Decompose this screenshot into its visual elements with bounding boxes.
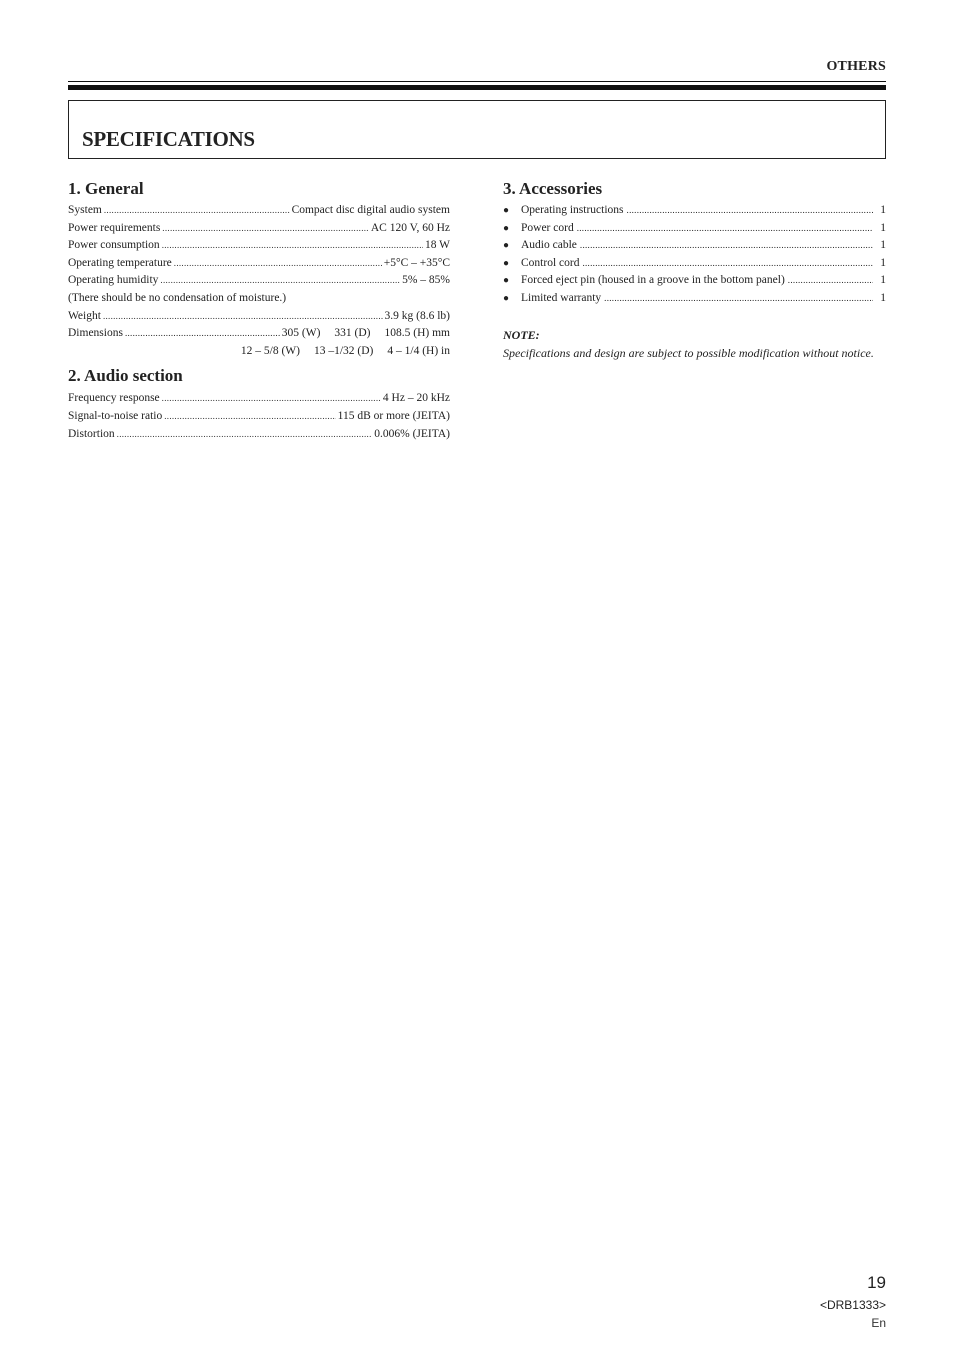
accessory-label: Control cord (521, 256, 580, 269)
leader-dots (164, 408, 335, 426)
audio-heading: 2. Audio section (68, 366, 183, 386)
spec-value: 18 W (424, 239, 450, 252)
spec-value: 115 dB or more (JEITA) (337, 409, 450, 422)
leader-dots (160, 272, 400, 290)
dimension-height-in: 4 – 1/4 (H) in (387, 344, 450, 357)
spec-value: 4 Hz – 20 kHz (382, 392, 450, 405)
spec-label: Weight (68, 309, 101, 322)
spec-value: Compact disc digital audio system (291, 204, 450, 216)
dimension-width: 305 (W) (281, 327, 321, 340)
accessory-item (503, 255, 886, 273)
spec-value: 0.006% (JEITA) (374, 427, 450, 440)
accessories-heading: 3. Accessories (503, 179, 603, 198)
leader-dots (582, 255, 873, 273)
page-title: SPECIFICATIONS (82, 127, 255, 151)
accessory-item (503, 202, 886, 220)
spec-label: Operating humidity (68, 274, 159, 287)
leader-dots (174, 255, 382, 273)
dimension-depth: 331 (D) (334, 327, 371, 340)
spec-label: Distortion (68, 427, 115, 440)
leader-dots (627, 202, 873, 220)
leader-dots (104, 202, 290, 220)
spec-label: Signal-to-noise ratio (68, 409, 163, 422)
accessory-qty: 1 (880, 256, 886, 269)
accessory-qty: 1 (880, 204, 886, 216)
leader-dots (162, 220, 369, 238)
language-code: En (871, 1316, 886, 1330)
spec-value: AC 120 V, 60 Hz (370, 221, 450, 234)
section-label: OTHERS (826, 59, 886, 74)
right-column (503, 178, 886, 362)
dimension-height: 108.5 (H) mm (384, 327, 450, 340)
accessory-label: Limited warranty (521, 291, 602, 304)
accessory-qty: 1 (880, 239, 886, 252)
spec-label: Power requirements (68, 221, 161, 234)
accessory-qty: 1 (880, 221, 886, 234)
accessory-item (503, 220, 886, 238)
spec-row-distortion (68, 426, 450, 444)
accessory-label: Audio cable (521, 239, 577, 252)
page-number: 19 (867, 1273, 886, 1292)
general-heading: 1. General (68, 179, 144, 198)
spec-row-operating-humidity (68, 272, 450, 290)
spec-label: Frequency response (68, 392, 160, 405)
leader-dots (162, 390, 381, 408)
spec-row-system (68, 202, 450, 220)
spec-row-power-requirements (68, 220, 450, 238)
spec-row-weight (68, 308, 450, 326)
spec-row-signal-to-noise (68, 408, 450, 426)
spec-value: 5% – 85% (402, 274, 450, 287)
document-code: <DRB1333> (819, 1298, 886, 1312)
spec-row-dimensions (68, 325, 450, 343)
bullet-icon (503, 220, 521, 238)
humidity-note: (There should be no condensation of moisture.) (68, 291, 287, 304)
accessory-item (503, 290, 886, 308)
spec-label: System (68, 204, 102, 216)
title-box (68, 100, 886, 159)
accessory-label: Forced eject pin (housed in a groove in the bottom panel) (521, 274, 785, 287)
leader-dots (103, 308, 383, 326)
leader-dots (577, 220, 873, 238)
spec-label: Operating temperature (68, 256, 172, 269)
bullet-icon (503, 290, 521, 308)
note-heading: NOTE: (503, 327, 540, 342)
note-text: Specifications and design are subject to possible modification without notice. (503, 345, 874, 360)
spec-label: Power consumption (68, 239, 160, 252)
bullet-icon (503, 272, 521, 290)
accessory-label: Power cord (521, 221, 574, 234)
leader-dots (580, 237, 873, 255)
accessory-item (503, 272, 886, 290)
left-column (68, 178, 450, 443)
spec-value: +5°C – +35°C (383, 256, 450, 269)
bullet-icon (503, 202, 521, 220)
accessory-qty: 1 (880, 274, 886, 287)
leader-dots (788, 272, 873, 290)
spec-value: 3.9 kg (8.6 lb) (384, 309, 450, 322)
dimensions-metric (282, 325, 450, 343)
leader-dots (125, 325, 280, 343)
spec-row-power-consumption (68, 237, 450, 255)
accessory-label: Operating instructions (521, 204, 624, 216)
header-rule-thick (68, 85, 886, 90)
leader-dots (117, 426, 373, 444)
accessory-item (503, 237, 886, 255)
spec-label: Dimensions (68, 327, 123, 340)
leader-dots (604, 290, 873, 308)
accessory-qty: 1 (880, 291, 886, 304)
dimension-depth-in: 13 –1/32 (D) (313, 344, 374, 357)
dimension-width-in: 12 – 5/8 (W) (240, 344, 300, 357)
spec-row-operating-temperature (68, 255, 450, 273)
spec-row-frequency-response (68, 390, 450, 408)
header-rule-thin (68, 81, 886, 82)
dimensions-imperial (68, 343, 450, 361)
leader-dots (162, 237, 423, 255)
bullet-icon (503, 255, 521, 273)
bullet-icon (503, 237, 521, 255)
